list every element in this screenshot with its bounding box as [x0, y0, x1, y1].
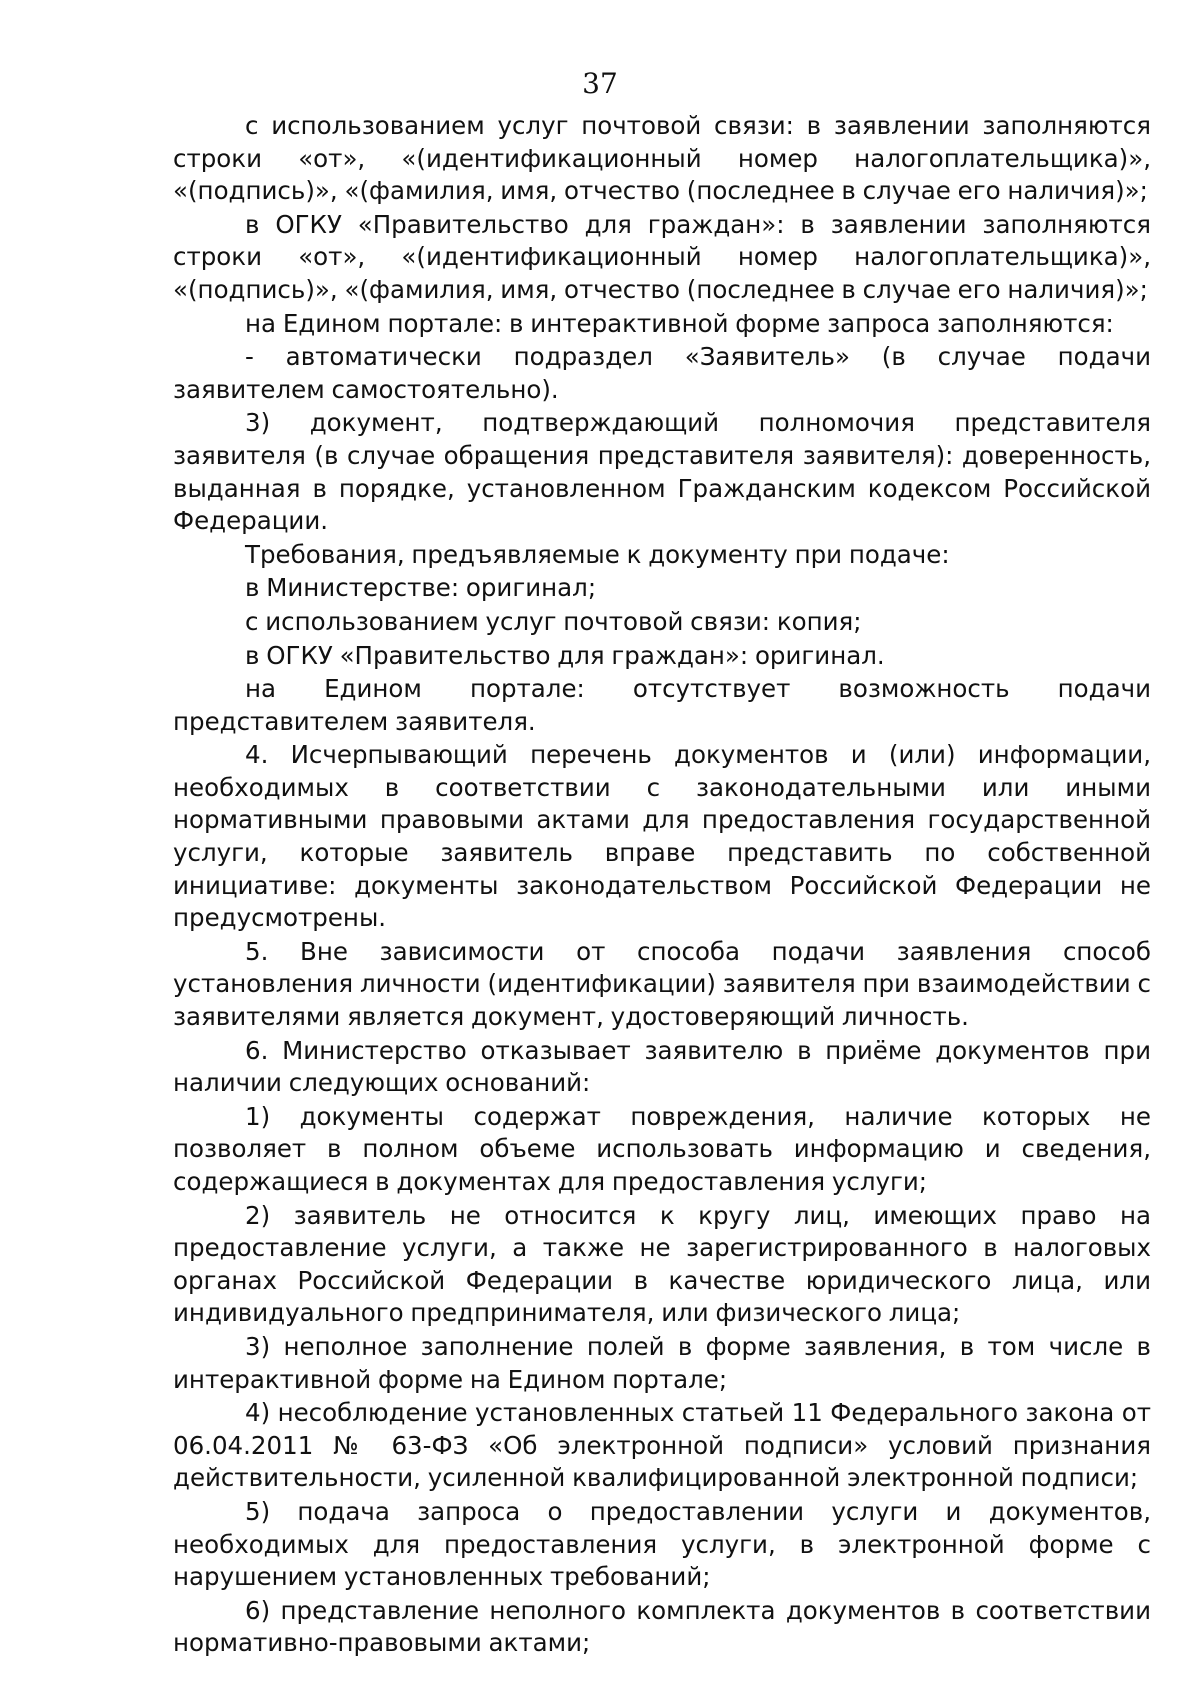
paragraph: в ОГКУ «Правительство для граждан»: оригинал. — [245, 640, 885, 670]
paragraph: 3) документ, подтверждающий полномочия представителя заявителя (в случае обращения представителя заявителя): доверенность, выданная в порядке, установленном Гражданским кодексом Российской Федерации. — [173, 408, 1151, 536]
paragraph: Требования, предъявляемые к документу при подаче: — [245, 539, 950, 569]
paragraph: - автоматически подраздел «Заявитель» (в случае подачи заявителем самостоятельно). — [173, 342, 1151, 404]
paragraph: в ОГКУ «Правительство для граждан»: в заявлении заполняются строки «от», «(идентификационный номер налогоплательщика)», «(подпись)», «(фамилия, имя, отчество (последнее в случае его наличия)»; — [173, 209, 1151, 304]
paragraph: с использованием услуг почтовой связи: копия; — [245, 606, 862, 636]
paragraph: на Едином портале: в интерактивной форме запроса заполняются: — [245, 308, 1114, 338]
paragraph: 4. Исчерпывающий перечень документов и (или) информации, необходимых в соответствии с законодательными или иными нормативными правовыми актами для предоставления государственной услуги, которые заявитель вправе представить по собственной инициативе: документы законодательством Российской Федерации не предусмотрены. — [173, 740, 1151, 933]
paragraph: на Едином портале: отсутствует возможность подачи представителем заявителя. — [173, 674, 1151, 736]
document-body — [173, 110, 1151, 1660]
paragraph: 6. Министерство отказывает заявителю в приёме документов при наличии следующих оснований: — [173, 1035, 1151, 1098]
paragraph: в Министерстве: оригинал; — [245, 573, 597, 603]
paragraph: 3) неполное заполнение полей в форме заявления, в том числе в интерактивной форме на Едином портале; — [173, 1331, 1151, 1394]
paragraph: с использованием услуг почтовой связи: в заявлении заполняются строки «от», «(идентификационный номер налогоплательщика)», «(подпись)», «(фамилия, имя, отчество (последнее в случае его наличия)»; — [173, 111, 1151, 206]
paragraph: 1) документы содержат повреждения, наличие которых не позволяет в полном объеме использовать информацию и сведения, содержащиеся в документах для предоставления услуги; — [173, 1101, 1151, 1196]
paragraph: 5) подача запроса о предоставлении услуги и документов, необходимых для предоставления услуги, в электронной форме с нарушением установленных требований; — [173, 1496, 1151, 1592]
paragraph: 2) заявитель не относится к кругу лиц, имеющих право на предоставление услуги, а также не зарегистрированного в налоговых органах Российской Федерации в качестве юридического лица, или индивидуального предпринимателя, или физического лица; — [173, 1200, 1151, 1328]
page-number: 37 — [582, 67, 618, 100]
paragraph: 4) несоблюдение установленных статьей 11 Федерального закона от 06.04.2011 № 63-ФЗ «Об электронной подписи» условий признания действительности, усиленной квалифицированной электронной подписи; — [173, 1398, 1151, 1493]
paragraph: 5. Вне зависимости от способа подачи заявления способ установления личности (идентификации) заявителя при взаимодействии с заявителями является документ, удостоверяющий личность. — [173, 936, 1151, 1032]
paragraph: 6) представление неполного комплекта документов в соответствии нормативно-правовыми актами; — [173, 1595, 1151, 1658]
